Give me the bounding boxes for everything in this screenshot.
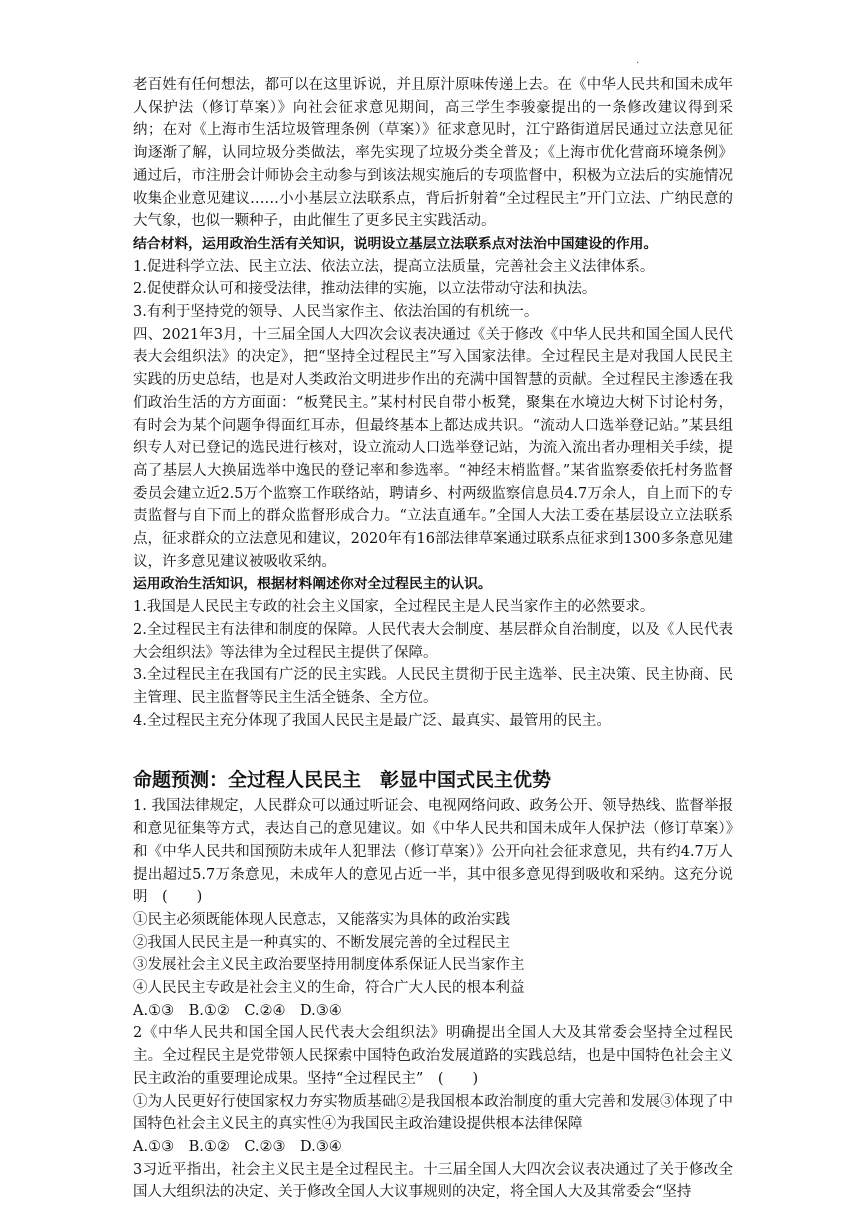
section-a-answer-3: 3.有利于坚持党的领导、人民当家作主、依法治国的有机统一。 — [133, 304, 539, 321]
section-a-question: 结合材料，运用政治生活有关知识，说明设立基层立法联系点对法治中国建设的作用。 — [133, 235, 658, 252]
question-1-option-1: ①民主必须既能体现人民意志，又能落实为具体的政治实践 — [133, 911, 510, 928]
document-page — [133, 74, 733, 1204]
section-a-paragraph: 老百姓有任何想法，都可以在这里诉说，并且原汁原味传递上去。在《中华人民共和国未成年人保护法（修订草案）》向社会征求意见期间，高三学生李骏豪提出的一条修改建议得到采纳；在对《上海市生活垃圾管理条例（草案）》征求意见时，江宁路街道居民通过立法意见征询逐渐了解，认同垃圾分类做法，率先实现了垃圾分类全普及；《上海市优化营商环境条例》通过后，市注册会计师协会主动参与到该法规实施后的专项监督中，积极为立法后的实施情况收集企业意见建议……小小基层立法联系点，背后折射着“全过程民主”开门立法、广纳民意的大气象，也似一颗种子，由此催生了更多民主实践活动。 — [133, 77, 733, 230]
corner-mark: · — [636, 58, 640, 69]
section-a-answer-2: 2.促使群众认可和接受法律，推动法律的实施，以立法带动守法和执法。 — [133, 281, 597, 298]
section-b-answer-4: 4.全过程民主充分体现了我国人民民主是最广泛、最真实、最管用的民主。 — [133, 712, 611, 729]
section-b-answer-2: 2.全过程民主有法律和制度的保障。人民代表大会制度、基层群众自治制度，以及《人民代表大会组织法》等法律为全过程民主提供了保障。 — [133, 621, 733, 661]
question-1-choices: A.①③ B.①② C.②④ D.③④ — [133, 1002, 342, 1019]
question-1-option-2: ②我国人民民主是一种真实的、不断发展完善的全过程民主 — [133, 934, 510, 951]
section-b-question: 运用政治生活知识，根据材料阐述你对全过程民主的认识。 — [133, 576, 492, 593]
question-3-stem: 3习近平指出，社会主义民主是全过程民主。十三届全国人大四次会议表决通过了关于修改全国人大组织法的决定、关于修改全国人大议事规则的决定，将全国人大及其常委会“坚持 — [133, 1161, 733, 1201]
question-2-stem: 2《中华人民共和国全国人民代表大会组织法》明确提出全国人大及其常委会坚持全过程民主。全过程民主是党带领人民探索中国特色政治发展道路的实践总结，也是中国特色社会主义民主政治的重要理论成果。坚持“全过程民主” ( ) — [133, 1025, 733, 1087]
question-1-option-4: ④人民民主专政是社会主义的生命，符合广大人民的根本利益 — [133, 980, 525, 997]
prediction-title: 命题预测：全过程人民民主 彰显中国式民主优势 — [133, 769, 552, 792]
question-1-stem: 1. 我国法律规定，人民群众可以通过听证会、电视网络问政、政务公开、领导热线、监督举报和意见征集等方式，表达自己的意见建议。如《中华人民共和国未成年人保护法（修订草案）》和《中华人民共和国预防未成年人犯罪法（修订草案）》公开向社会征求意见，共有约4.7万人提出超过5.7万条意见，未成年人的意见占近一半，其中很多意见得到吸收和采纳。这充分说明 ( ) — [133, 798, 733, 906]
section-a-answer-1: 1.促进科学立法、民主立法、依法立法，提高立法质量，完善社会主义法律体系。 — [133, 258, 655, 275]
question-2-choices: A.①③ B.①② C.②③ D.③④ — [133, 1138, 342, 1155]
question-2-options: ①为人民更好行使国家权力夯实物质基础②是我国根本政治制度的重大完善和发展③体现了中国特色社会主义民主的真实性④为我国民主政治建设提供根本法律保障 — [133, 1093, 733, 1133]
section-b-paragraph: 四、2021年3月，十三届全国人大四次会议表决通过《关于修改《中华人民共和国全国人民代表大会组织法》的决定》，把“坚持全过程民主”写入国家法律。全过程民主是对我国人民民主实践的历史总结，也是对人类政治文明进步作出的充满中国智慧的贡献。全过程民主渗透在我们政治生活的方方面面：“板凳民主。”某村村民自带小板凳，聚集在水境边大树下讨论村务，有时会为某个问题争得面红耳赤，但最终基本上都达成共识。“流动人口选举登记站。”某县组织专人对已登记的选民进行核对，设立流动人口选举登记站，为流入流出者办理相关手续，提高了基层人大换届选举中逸民的登记率和参选率。“神经末梢监督。”某省监察委依托村务监督委员会建立近2.5万个监察工作联络站，聘请乡、村两级监察信息员4.7万余人，自上而下的专责监督与自下而上的群众监督形成合力。“立法直通车。”全国人大法工委在基层设立立法联系点，征求群众的立法意见和建议，2020年有16部法律草案通过联系点征求到1300多条意见建议，许多意见建议被吸收采纳。 — [133, 326, 733, 570]
section-b-answer-3: 3.全过程民主在我国有广泛的民主实践。人民民主贯彻于民主选举、民主决策、民主协商、民主管理、民主监督等民主生活全链条、全方位。 — [133, 667, 733, 706]
section-b-answer-1: 1.我国是人民民主专政的社会主义国家，全过程民主是人民当家作主的必然要求。 — [133, 599, 655, 616]
question-1-option-3: ③发展社会主义民主政治要坚持用制度体系保证人民当家作主 — [133, 957, 525, 974]
